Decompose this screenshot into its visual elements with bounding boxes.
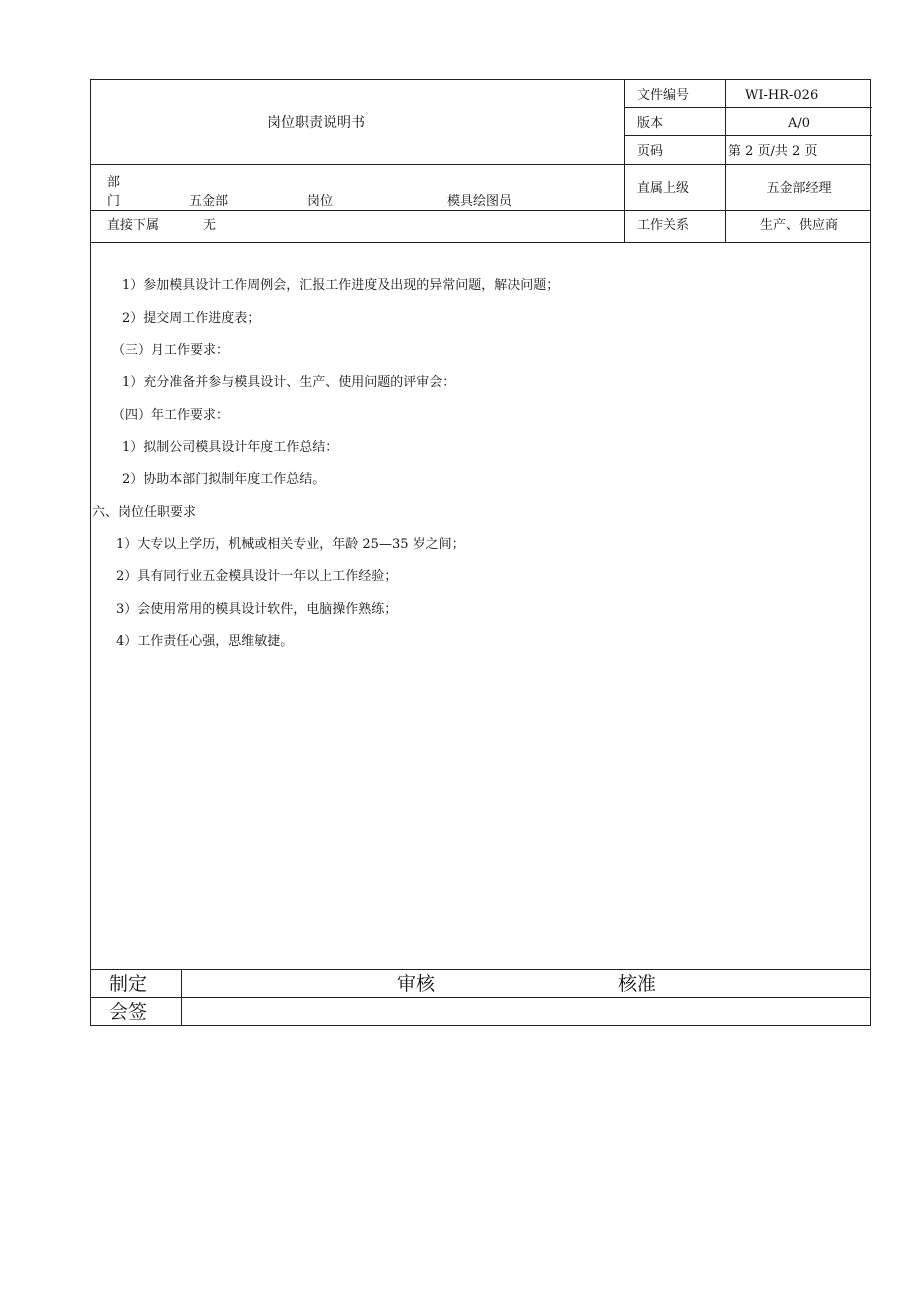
page-value: 第 2 页/共 2 页: [728, 144, 818, 159]
superior-label: 直属上级: [637, 181, 690, 196]
body-line: 1）大专以上学历，机械或相关专业，年龄 25—35 岁之间；: [116, 537, 465, 552]
body-line: （三）月工作要求：: [112, 343, 230, 358]
rule-header-row-2: [624, 135, 872, 136]
version-value: A/0: [787, 116, 811, 131]
version-label: 版本: [637, 116, 664, 131]
post-label: 岗位: [307, 194, 334, 209]
subordinate-label: 直接下属: [107, 218, 160, 233]
doc-number-value: WI-HR-026: [745, 88, 819, 103]
body-line: 1）参加模具设计工作周例会，汇报工作进度及出现的异常问题，解决问题；: [122, 278, 560, 293]
approve-label: 核准: [618, 973, 657, 995]
section-heading: 六、岗位任职要求: [92, 505, 197, 520]
rule-footer-middle: [91, 997, 870, 998]
review-label: 审核: [397, 973, 436, 995]
body-line: 1）充分准备并参与模具设计、生产、使用问题的评审会：: [122, 375, 456, 390]
page-title: 岗位职责说明书: [267, 115, 365, 131]
department-value: 五金部: [189, 194, 229, 209]
rule-col-right-left: [624, 80, 625, 242]
department-label: 部: [107, 175, 121, 190]
job-description-form: [90, 79, 871, 1026]
body-line: （四）年工作要求：: [112, 408, 230, 423]
post-value: 模具绘图员: [447, 194, 513, 209]
page-label: 页码: [637, 144, 664, 159]
body-line: 2）协助本部门拟制年度工作总结。: [122, 472, 326, 487]
relation-value: 生产、供应商: [759, 218, 838, 233]
rule-header-bottom: [91, 164, 870, 165]
rule-footer-top: [91, 969, 870, 970]
countersign-label: 会签: [109, 1001, 148, 1023]
superior-value: 五金部经理: [766, 181, 832, 196]
rule-header-row-1: [624, 107, 872, 108]
body-line: 2）具有同行业五金模具设计一年以上工作经验；: [116, 569, 398, 584]
subordinate-value: 无: [203, 218, 217, 233]
relation-label: 工作关系: [637, 218, 690, 233]
body-line: 3）会使用常用的模具设计软件，电脑操作熟练；: [116, 602, 398, 617]
made-label: 制定: [109, 973, 148, 995]
rule-info-bottom: [91, 242, 870, 243]
doc-number-label: 文件编号: [637, 88, 690, 103]
rule-footer-label-col: [181, 969, 182, 1026]
department-label-2: 门: [107, 194, 121, 209]
rule-col-right-middle: [725, 80, 726, 242]
rule-info-middle: [91, 210, 870, 211]
body-line: 1）拟制公司模具设计年度工作总结：: [122, 440, 339, 455]
body-line: 2）提交周工作进度表；: [122, 311, 261, 326]
body-line: 4）工作责任心强，思维敏捷。: [116, 634, 294, 649]
